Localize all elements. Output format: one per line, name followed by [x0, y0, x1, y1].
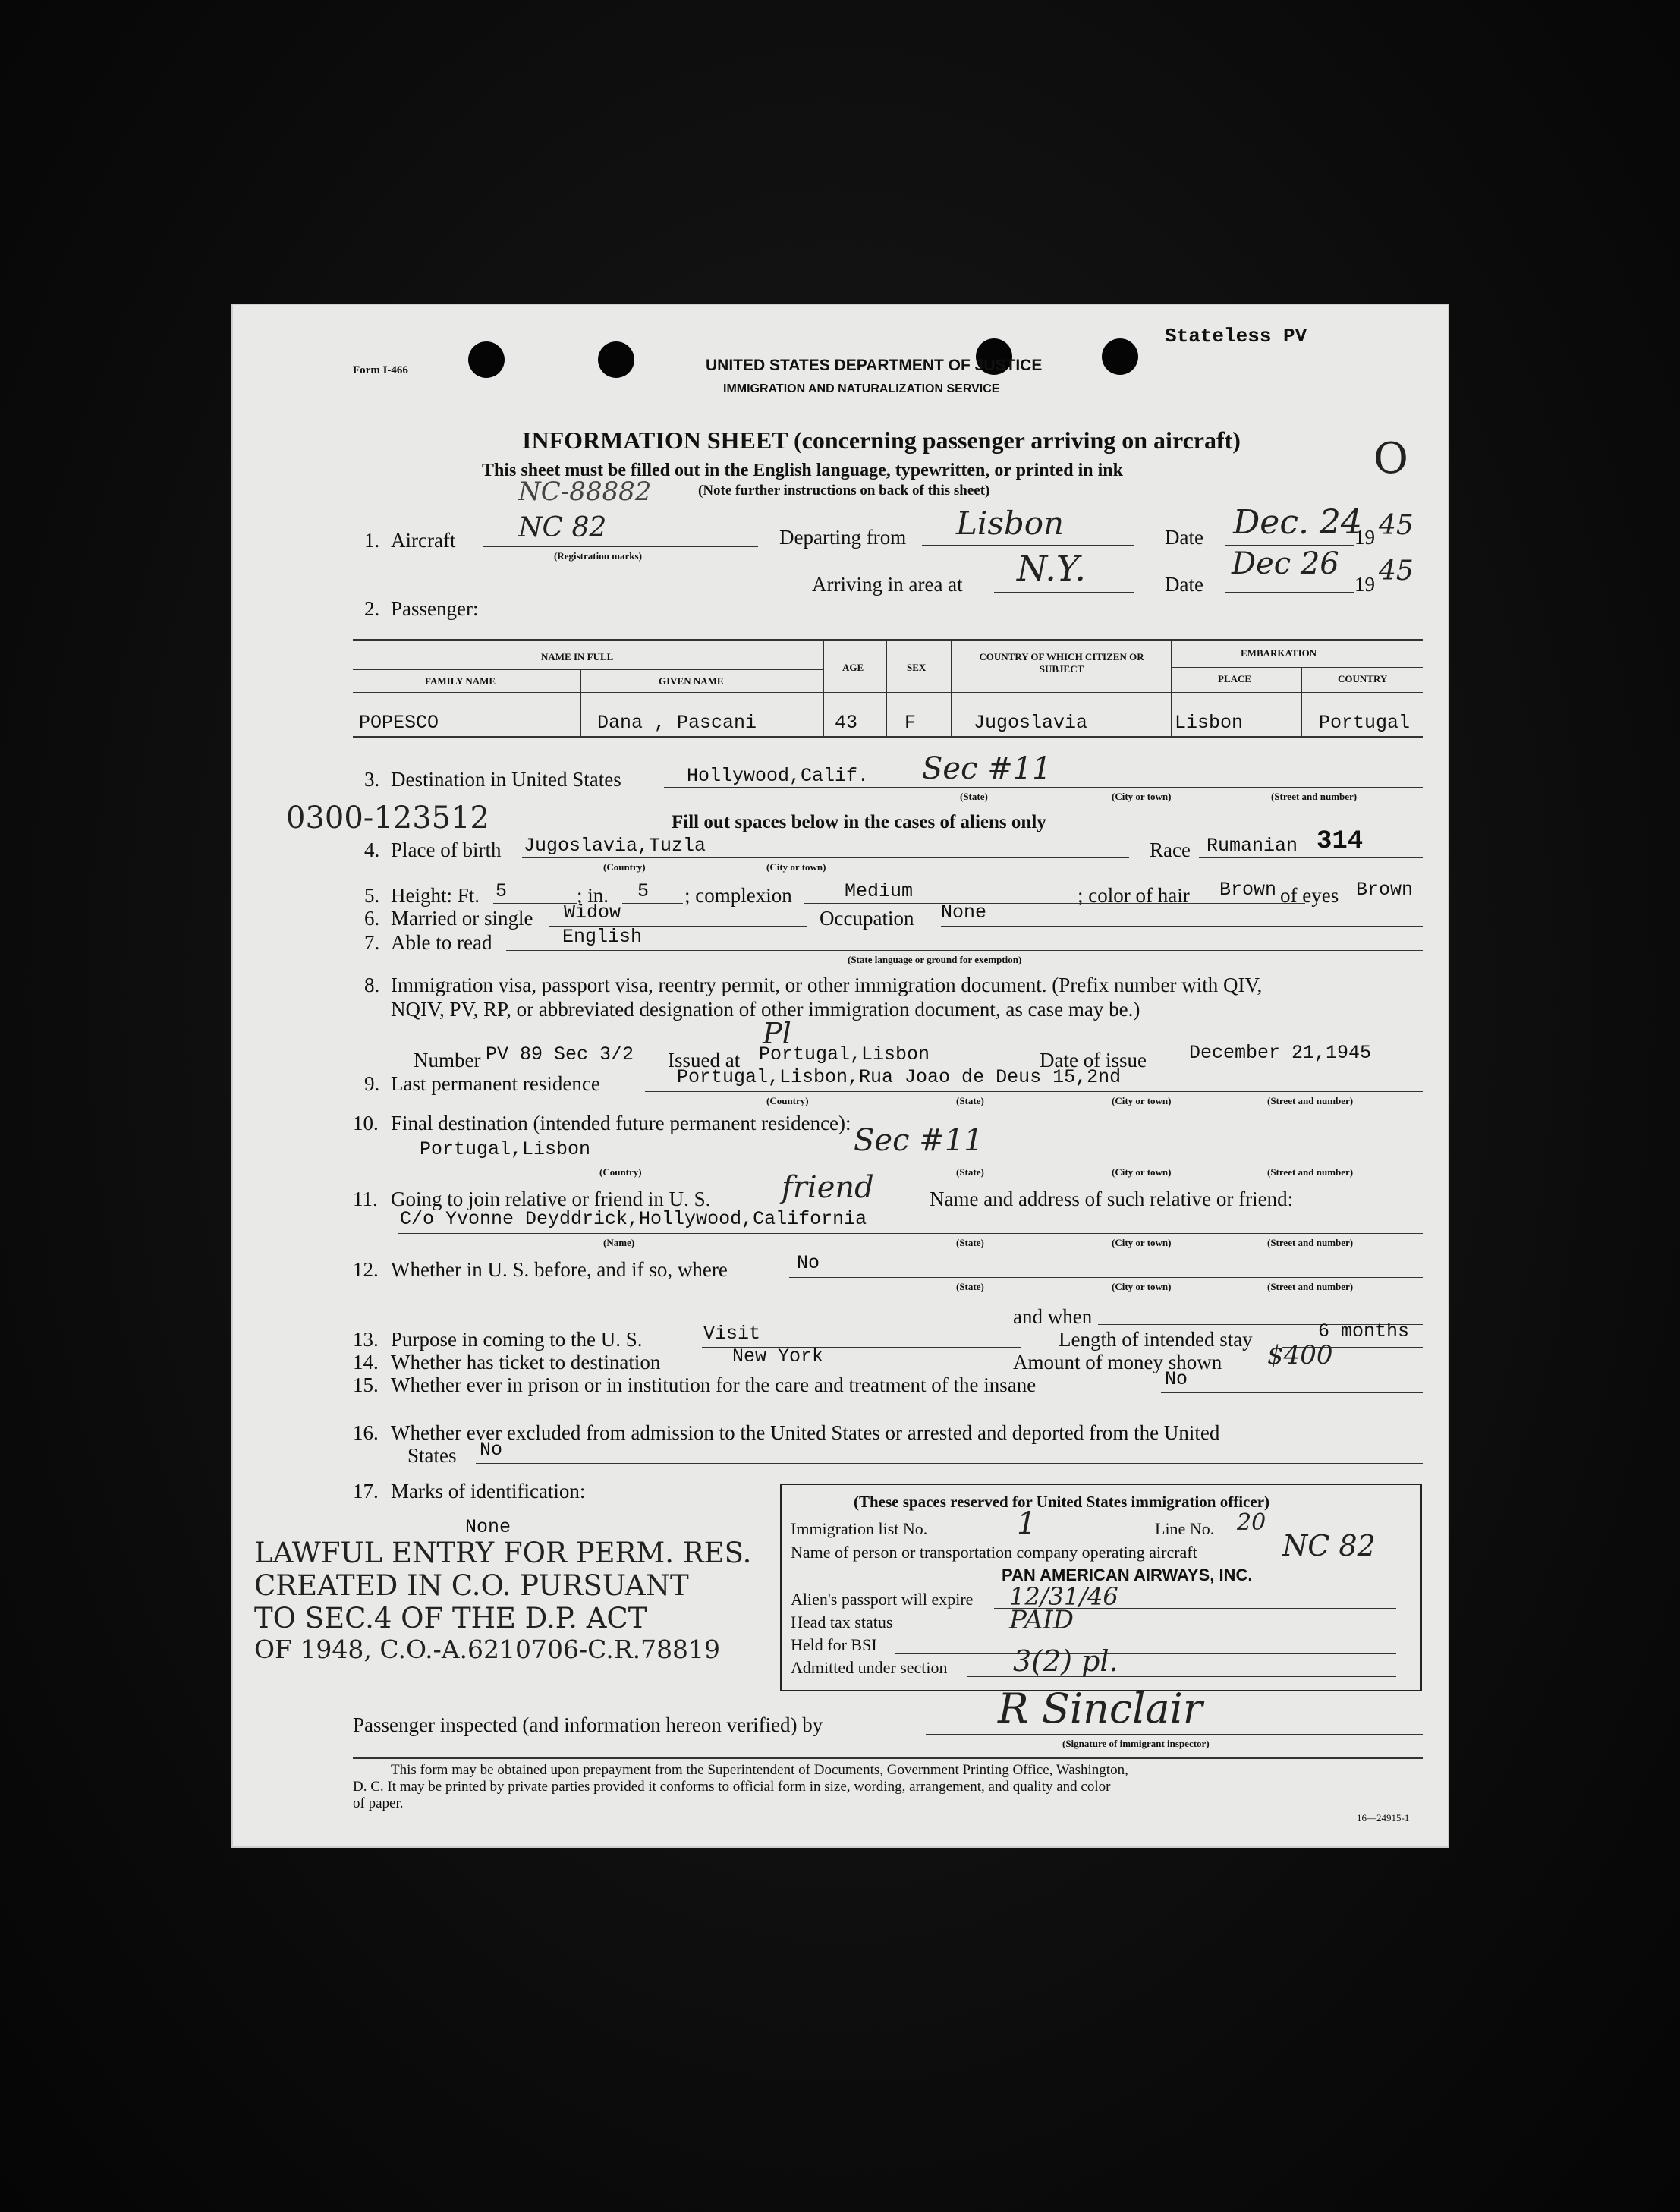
line-no-value: 20 — [1237, 1509, 1266, 1536]
country-value: Jugoslavia — [974, 712, 1088, 734]
visa-number-value: PV 89 Sec 3/2 — [486, 1043, 634, 1065]
issued-at-value: Portugal,Lisbon — [759, 1043, 930, 1065]
circle-mark: O — [1373, 434, 1408, 483]
caption-city: (City or town) — [1112, 1237, 1172, 1248]
item-number: 8. — [364, 974, 380, 996]
eyes-label: of eyes — [1280, 884, 1339, 907]
issue-date-label: Date of issue — [1040, 1049, 1147, 1071]
passport-expire-value: 12/31/46 — [1009, 1582, 1118, 1611]
marital-label: Married or single — [391, 907, 533, 930]
join-relative-label: Going to join relative or friend in U. S. — [391, 1188, 711, 1210]
form-number: Form I-466 — [353, 364, 408, 376]
caption-state: (State) — [956, 1095, 984, 1106]
admitted-section-value: 3(2) pl. — [1013, 1644, 1118, 1678]
marital-value: Widow — [564, 901, 621, 924]
destination-label: Destination in United States — [391, 768, 621, 791]
item-number: 17. — [353, 1480, 379, 1502]
inspected-label: Passenger inspected (and information hereon verified) by — [353, 1713, 823, 1736]
caption-street: (Street and number) — [1271, 791, 1358, 802]
excluded-value: No — [480, 1439, 503, 1461]
visa-handwritten: Pl — [763, 1017, 791, 1050]
arrival-date: Dec 26 — [1232, 546, 1339, 581]
caption-city: (City or town) — [766, 861, 826, 873]
destination-handwritten: Sec #11 — [922, 751, 1052, 786]
caption-state: (State) — [956, 1237, 984, 1248]
caption-country: (Country) — [603, 861, 646, 873]
departing-value: Lisbon — [956, 505, 1065, 542]
stay-value: 6 months — [1318, 1320, 1410, 1342]
col-country: COUNTRY — [1338, 673, 1388, 684]
caption-state: (State) — [960, 791, 988, 802]
caption-city: (City or town) — [1112, 1281, 1172, 1292]
previous-us-label: Whether in U. S. before, and if so, where — [391, 1258, 728, 1281]
item-number: 2. — [364, 597, 380, 620]
residence-value: Portugal,Lisbon,Rua Joao de Deus 15,2nd — [677, 1066, 1122, 1088]
form-sheet — [231, 304, 1449, 1848]
excluded-text-2: States — [407, 1444, 457, 1467]
birthplace-label: Place of birth — [391, 839, 502, 861]
arriving-value: N.Y. — [1017, 548, 1086, 589]
item-number: 5. — [364, 884, 380, 907]
item-number: 16. — [353, 1421, 379, 1444]
col-embarkation: EMBARKATION — [1241, 647, 1317, 659]
registration-caption: (Registration marks) — [554, 550, 642, 562]
race-code: 314 — [1317, 827, 1364, 856]
item-number: 12. — [353, 1258, 379, 1281]
departure-date-label: Date — [1165, 526, 1203, 549]
punch-hole — [598, 341, 634, 378]
aircraft-handwritten: NC 82 — [1282, 1529, 1376, 1562]
col-age: AGE — [842, 662, 864, 673]
age-value: 43 — [835, 712, 858, 734]
birthplace-value: Jugoslavia,Tuzla — [524, 835, 706, 857]
relative-name-label: Name and address of such relative or friend: — [930, 1188, 1294, 1210]
when-label: and when — [1013, 1305, 1093, 1328]
aliens-instruction: Fill out spaces below in the cases of aliens only — [672, 812, 1046, 832]
excluded-text-1: Whether ever excluded from admission to the United States or arrested and deported from the United — [391, 1421, 1220, 1444]
final-destination-label: Final destination (intended future permanent residence): — [391, 1112, 851, 1134]
passport-expire-label: Alien's passport will expire — [791, 1590, 974, 1609]
item-number: 7. — [364, 931, 380, 954]
caption-state: (State) — [956, 1281, 984, 1292]
item-number: 3. — [364, 768, 380, 791]
annotation-line: TO SEC.4 OF THE D.P. ACT — [254, 1602, 647, 1635]
item-number: 14. — [353, 1351, 379, 1373]
prison-label: Whether ever in prison or in institution for the care and treatment of the insane — [391, 1373, 1037, 1396]
money-label: Amount of money shown — [1013, 1351, 1222, 1373]
embark-country-value: Portugal — [1319, 712, 1411, 734]
caption-city: (City or town) — [1112, 1166, 1172, 1178]
inspector-signature: R Sinclair — [998, 1685, 1203, 1732]
previous-us-value: No — [797, 1252, 820, 1274]
footer-note-2: D. C. It may be printed by private parties provided it conforms to official form in size, wording, arrangement, and quality and color — [353, 1779, 1111, 1795]
marks-label: Marks of identification: — [391, 1480, 586, 1502]
arriving-label: Arriving in area at — [812, 573, 963, 596]
destination-value: Hollywood,Calif. — [687, 765, 870, 787]
arrival-year-prefix: 19 — [1354, 573, 1375, 596]
caption-city: (City or town) — [1112, 1095, 1172, 1106]
annotation-line: CREATED IN C.O. PURSUANT — [254, 1569, 689, 1602]
departure-year: 45 — [1379, 510, 1414, 541]
caption-name: (Name) — [603, 1237, 635, 1248]
line-no-label: Line No. — [1155, 1519, 1215, 1538]
purpose-value: Visit — [703, 1323, 761, 1345]
item-number: 13. — [353, 1328, 379, 1351]
col-name-in-full: NAME IN FULL — [541, 651, 614, 662]
departing-label: Departing from — [779, 526, 907, 549]
purpose-label: Purpose in coming to the U. S. — [391, 1328, 643, 1351]
visa-text-2: NQIV, PV, RP, or abbreviated designation of other immigration document, as case may be.) — [391, 998, 1140, 1021]
occupation-value: None — [941, 901, 987, 924]
caption-city: (City or town) — [1112, 791, 1172, 802]
item-number: 11. — [353, 1188, 378, 1210]
caption-state: (State) — [956, 1166, 984, 1178]
footer-note-1: This form may be obtained upon prepayment from the Superintendent of Documents, Government Printing Office, Washington, — [391, 1762, 1128, 1778]
height-label: Height: Ft. — [391, 884, 480, 907]
departure-date: Dec. 24 — [1233, 503, 1362, 542]
item-number: 9. — [364, 1072, 380, 1095]
col-family-name: FAMILY NAME — [425, 675, 496, 687]
given-name-value: Dana , Pascani — [597, 712, 757, 734]
punch-hole — [1102, 338, 1138, 375]
company-value: PAN AMERICAN AIRWAYS, INC. — [1002, 1565, 1253, 1584]
caption-street: (Street and number) — [1267, 1166, 1354, 1178]
list-no-label: Immigration list No. — [791, 1519, 928, 1538]
form-note: (Note further instructions on back of this sheet) — [698, 483, 990, 499]
admitted-section-label: Admitted under section — [791, 1658, 948, 1677]
arrival-year: 45 — [1379, 555, 1414, 587]
issue-date-value: December 21,1945 — [1189, 1042, 1372, 1064]
item-number: 4. — [364, 839, 380, 861]
head-tax-value: PAID — [1009, 1605, 1074, 1635]
marks-value: None — [465, 1516, 511, 1538]
caption-street: (Street and number) — [1267, 1237, 1354, 1248]
stay-label: Length of intended stay — [1059, 1328, 1253, 1351]
punch-hole — [468, 341, 505, 378]
ticket-value: New York — [732, 1345, 824, 1367]
passenger-label: Passenger: — [391, 597, 479, 620]
caption-street: (Street and number) — [1267, 1095, 1354, 1106]
hair-label: ; color of hair — [1078, 884, 1190, 907]
complexion-label: ; complexion — [684, 884, 792, 907]
money-value: $400 — [1267, 1340, 1333, 1370]
final-destination-handwritten: Sec #11 — [854, 1123, 983, 1158]
ticket-label: Whether has ticket to destination — [391, 1351, 661, 1373]
departure-year-prefix: 19 — [1354, 526, 1375, 549]
stateless-note: Stateless PV — [1165, 325, 1307, 348]
item-number: 10. — [353, 1112, 379, 1134]
annotation-line: LAWFUL ENTRY FOR PERM. RES. — [254, 1537, 752, 1569]
list-no-value: 1 — [1017, 1506, 1037, 1541]
footer-note-3: of paper. — [353, 1795, 404, 1811]
read-caption: (State language or ground for exemption) — [848, 954, 1022, 965]
race-value: Rumanian — [1207, 835, 1298, 857]
col-country-citizen: COUNTRY OF WHICH CITIZEN OR SUBJECT — [979, 651, 1144, 675]
handwritten-registration: NC-88882 — [518, 477, 652, 507]
arrival-date-label: Date — [1165, 573, 1203, 596]
height-feet: 5 — [496, 880, 508, 902]
col-given-name: GIVEN NAME — [659, 675, 724, 687]
aircraft-value: NC 82 — [518, 512, 607, 543]
family-name-value: POPESCO — [359, 712, 439, 734]
col-place: PLACE — [1218, 673, 1252, 684]
form-title: INFORMATION SHEET (concerning passenger arriving on aircraft) — [522, 426, 1241, 454]
item-number: 1. — [364, 529, 380, 552]
relative-address-value: C/o Yvonne Deyddrick,Hollywood,California — [400, 1208, 867, 1230]
held-bsi-label: Held for BSI — [791, 1635, 877, 1654]
height-inches: 5 — [637, 880, 650, 902]
service-title: IMMIGRATION AND NATURALIZATION SERVICE — [723, 382, 1000, 395]
read-value: English — [562, 926, 643, 948]
occupation-label: Occupation — [820, 907, 914, 930]
annotation-line: OF 1948, C.O.-A.6210706-C.R.78819 — [254, 1635, 721, 1664]
signature-caption: (Signature of immigrant inspector) — [1062, 1738, 1210, 1749]
form-code: 16—24915-1 — [1357, 1812, 1410, 1823]
complexion-value: Medium — [845, 880, 914, 902]
aircraft-label: Aircraft — [391, 529, 456, 552]
official-box-title: (These spaces reserved for United States immigration officer) — [854, 1493, 1270, 1511]
residence-label: Last permanent residence — [391, 1072, 600, 1095]
item-number: 15. — [353, 1373, 379, 1396]
issued-at-label: Issued at — [668, 1049, 741, 1071]
caption-street: (Street and number) — [1267, 1281, 1354, 1292]
read-label: Able to read — [391, 931, 492, 954]
form-instruction: This sheet must be filled out in the English language, typewritten, or printed in ink — [482, 461, 1123, 480]
inches-label: ; in. — [577, 884, 609, 907]
col-sex: SEX — [907, 662, 927, 673]
head-tax-label: Head tax status — [791, 1613, 893, 1631]
official-use-box — [780, 1484, 1422, 1691]
hair-value: Brown — [1219, 879, 1277, 901]
final-destination-value: Portugal,Lisbon — [420, 1138, 591, 1160]
item-number: 6. — [364, 907, 380, 930]
sex-value: F — [904, 712, 917, 734]
visa-text-1: Immigration visa, passport visa, reentry permit, or other immigration document. (Prefix number with QIV, — [391, 974, 1263, 996]
caption-country: (Country) — [766, 1095, 809, 1106]
embark-place-value: Lisbon — [1175, 712, 1244, 734]
race-label: Race — [1150, 839, 1191, 861]
prison-value: No — [1165, 1368, 1188, 1390]
department-title: UNITED STATES DEPARTMENT OF JUSTICE — [706, 357, 1043, 374]
caption-country: (Country) — [599, 1166, 642, 1178]
eyes-value: Brown — [1356, 879, 1414, 901]
file-number: 0300-123512 — [286, 801, 490, 835]
visa-number-label: Number — [414, 1049, 481, 1071]
join-relative-handwritten: friend — [782, 1170, 874, 1205]
operator-label: Name of person or transportation company operating aircraft — [791, 1543, 1197, 1562]
